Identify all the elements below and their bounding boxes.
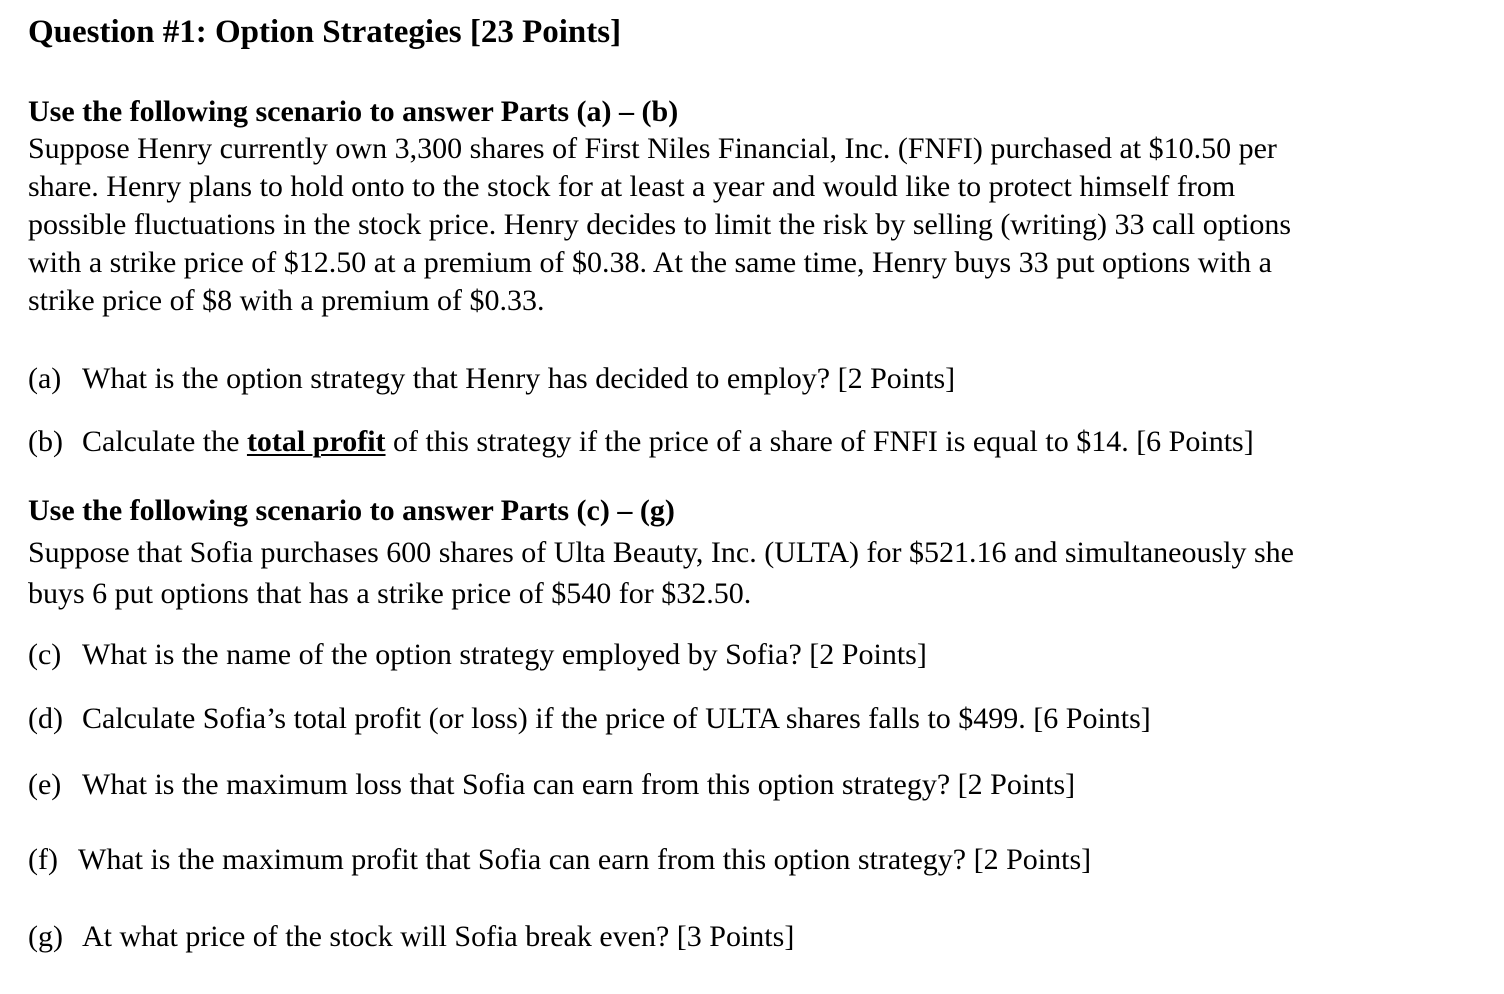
scenario-1-text: [28, 130, 1291, 320]
question-e-text: What is the maximum loss that Sofia can earn from this option strategy? [2 Points]: [82, 768, 1076, 801]
scenario-1-line: with a strike price of $12.50 at a premium of $0.38. At the same time, Henry buys 33 put options with a: [28, 246, 1272, 279]
question-e-letter: (e): [28, 768, 62, 801]
question-c: [28, 638, 927, 672]
question-d: [28, 702, 1151, 736]
scenario-1-line: possible fluctuations in the stock price. Henry decides to limit the risk by selling (writing) 33 call options: [28, 208, 1292, 241]
scenario-2-line: buys 6 put options that has a strike price of $540 for $32.50.: [28, 577, 752, 610]
question-c-letter: (c): [28, 638, 62, 671]
question-a-text: What is the option strategy that Henry has decided to employ? [2 Points]: [82, 362, 956, 395]
scenario-1-line: Suppose Henry currently own 3,300 shares of First Niles Financial, Inc. (FNFI) purchased at $10.50 per: [28, 132, 1277, 165]
scenario-1-heading: Use the following scenario to answer Parts (a) – (b): [28, 95, 679, 128]
question-a-letter: (a): [28, 362, 62, 395]
scenario-2-text: [28, 532, 1294, 614]
question-d-text: Calculate Sofia’s total profit (or loss) if the price of ULTA shares falls to $499. [6 Points]: [82, 702, 1151, 735]
question-f: [28, 843, 1091, 877]
question-f-letter: (f): [28, 843, 58, 876]
question-g-text: At what price of the stock will Sofia break even? [3 Points]: [82, 920, 795, 953]
question-g-letter: (g): [28, 920, 63, 953]
scenario-1-line: share. Henry plans to hold onto to the stock for at least a year and would like to protect himself from: [28, 170, 1236, 203]
question-g: [28, 920, 794, 954]
question-c-text: What is the name of the option strategy employed by Sofia? [2 Points]: [82, 638, 927, 671]
question-e: [28, 768, 1075, 802]
question-a: [28, 362, 955, 396]
question-b-emphasis: total profit: [246, 425, 386, 458]
question-d-letter: (d): [28, 702, 63, 735]
scenario-2-heading: Use the following scenario to answer Parts (c) – (g): [28, 494, 675, 527]
scenario-1-line: strike price of $8 with a premium of $0.33.: [28, 284, 545, 317]
question-b-text-after: of this strategy if the price of a share of FNFI is equal to $14. [6 Points]: [385, 425, 1254, 458]
question-title: Question #1: Option Strategies [23 Points]: [28, 14, 622, 50]
question-b-text-before: Calculate the: [82, 425, 247, 458]
scenario-2-line: Suppose that Sofia purchases 600 shares of Ulta Beauty, Inc. (ULTA) for $521.16 and simultaneously she: [28, 536, 1294, 569]
question-b-letter: (b): [28, 425, 63, 458]
question-f-text: What is the maximum profit that Sofia can earn from this option strategy? [2 Points]: [78, 843, 1092, 876]
question-b: [28, 425, 1254, 459]
